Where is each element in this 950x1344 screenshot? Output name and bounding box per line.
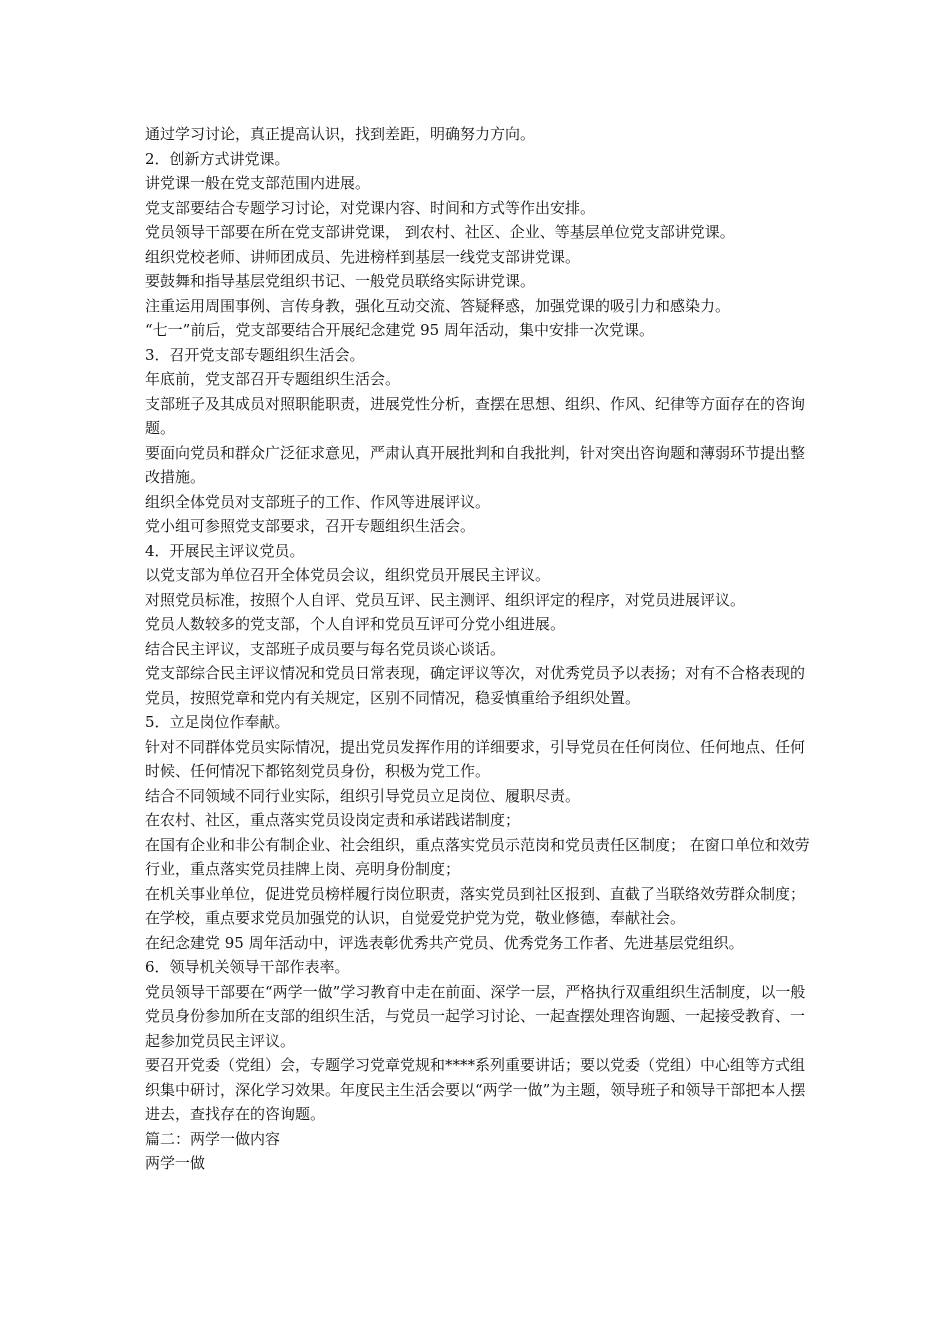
- chapter-heading: 篇二：两学一做内容: [145, 1129, 281, 1148]
- document-body: [145, 122, 810, 1176]
- paragraph: 党员领导干部要在所在党支部讲党课， 到农村、社区、企业、等基层单位党支部讲党课。: [145, 223, 735, 241]
- paragraph: 要召开党委（党组）会，专题学习党章党规和****系列重要讲话；要以党委（党组）中心组等方式组织集中研讨，深化学习效果。年度民主生活会要以“两学一做”为主题，领导班子和领导干部把本人摆进去，查找存在的咨询题。: [145, 1056, 806, 1123]
- paragraph: 年底前，党支部召开专题组织生活会。: [145, 370, 401, 388]
- paragraph: 结合民主评议，支部班子成员要与每名党员谈心谈话。: [145, 639, 506, 658]
- paragraph: 以党支部为单位召开全体党员会议，组织党员开展民主评议。: [145, 566, 551, 584]
- section-heading: 3．召开党支部专题组织生活会。: [145, 345, 365, 364]
- paragraph: 党员领导干部要在“两学一做”学习教育中走在前面、深学一层，严格执行双重组织生活制度，以一般党员身份参加所在支部的组织生活，与党员一起学习讨论、一起查摆处理咨询题、一起接受教育、一起参加党员民主评议。: [145, 982, 806, 1050]
- paragraph: 注重运用周围事例、言传身教，强化互动交流、答疑释惑，加强党课的吸引力和感染力。: [145, 296, 731, 315]
- paragraph: 结合不同领域不同行业实际，组织引导党员立足岗位、履职尽责。: [145, 786, 581, 805]
- paragraph: 党小组可参照党支部要求，召开专题组织生活会。: [145, 517, 476, 535]
- section-heading: 6．领导机关领导干部作表率。: [145, 958, 350, 976]
- paragraph: 要鼓舞和指导基层党组织书记、一般党员联络实际讲党课。: [145, 272, 536, 290]
- section-heading: 4．开展民主评议党员。: [145, 541, 305, 560]
- paragraph: 在国有企业和非公有制企业、社会组织，重点落实党员示范岗和党员责任区制度； 在窗口单位和效劳行业，重点落实党员挂牌上岗、亮明身份制度；: [145, 835, 810, 878]
- paragraph: 党支部综合民主评议情况和党员日常表现，确定评议等次，对优秀党员予以表扬；对有不合格表现的党员，按照党章和党内有关规定，区别不同情况，稳妥慎重给予组织处置。: [145, 664, 806, 707]
- paragraph: 在纪念建党 95 周年活动中，评选表彰优秀共产党员、优秀党务工作者、先进基层党组织。: [145, 933, 744, 952]
- paragraph: 在学校，重点要求党员加强党的认识，自觉爱党护党为党，敬业修德，奉献社会。: [145, 909, 686, 927]
- paragraph: 讲党课一般在党支部范围内进展。: [145, 174, 371, 192]
- paragraph: 两学一做: [145, 1154, 206, 1172]
- paragraph: 组织党校老师、讲师团成员、先进榜样到基层一线党支部讲党课。: [145, 247, 581, 266]
- section-heading: 2．创新方式讲党课。: [145, 149, 290, 168]
- paragraph: “七一”前后，党支部要结合开展纪念建党 95 周年活动，集中安排一次党课。: [145, 321, 654, 339]
- paragraph: 支部班子及其成员对照职能职责，进展党性分析，查摆在思想、组织、作风、纪律等方面存在的咨询题。: [145, 394, 806, 437]
- paragraph: 在农村、社区，重点落实党员设岗定责和承诺践诺制度；: [145, 811, 521, 829]
- section-heading: 5．立足岗位作奉献。: [145, 713, 290, 731]
- paragraph: 通过学习讨论，真正提高认识，找到差距，明确努力方向。: [145, 125, 536, 143]
- paragraph: 党员人数较多的党支部，个人自评和党员互评可分党小组进展。: [145, 615, 566, 633]
- paragraph: 要面向党员和群众广泛征求意见，严肃认真开展批判和自我批判，针对突出咨询题和薄弱环节提出整改措施。: [145, 443, 806, 486]
- paragraph: 针对不同群体党员实际情况，提出党员发挥作用的详细要求，引导党员在任何岗位、任何地点、任何时候、任何情况下都铭刻党员身份，积极为党工作。: [145, 737, 806, 780]
- paragraph: 党支部要结合专题学习讨论，对党课内容、时间和方式等作出安排。: [145, 198, 596, 217]
- paragraph: 在机关事业单位，促进党员榜样履行岗位职责，落实党员到社区报到、直截了当联络效劳群众制度；: [145, 884, 806, 903]
- paragraph: 组织全体党员对支部班子的工作、作风等进展评议。: [145, 492, 491, 511]
- paragraph: 对照党员标准，按照个人自评、党员互评、民主测评、组织评定的程序，对党员进展评议。: [145, 590, 746, 609]
